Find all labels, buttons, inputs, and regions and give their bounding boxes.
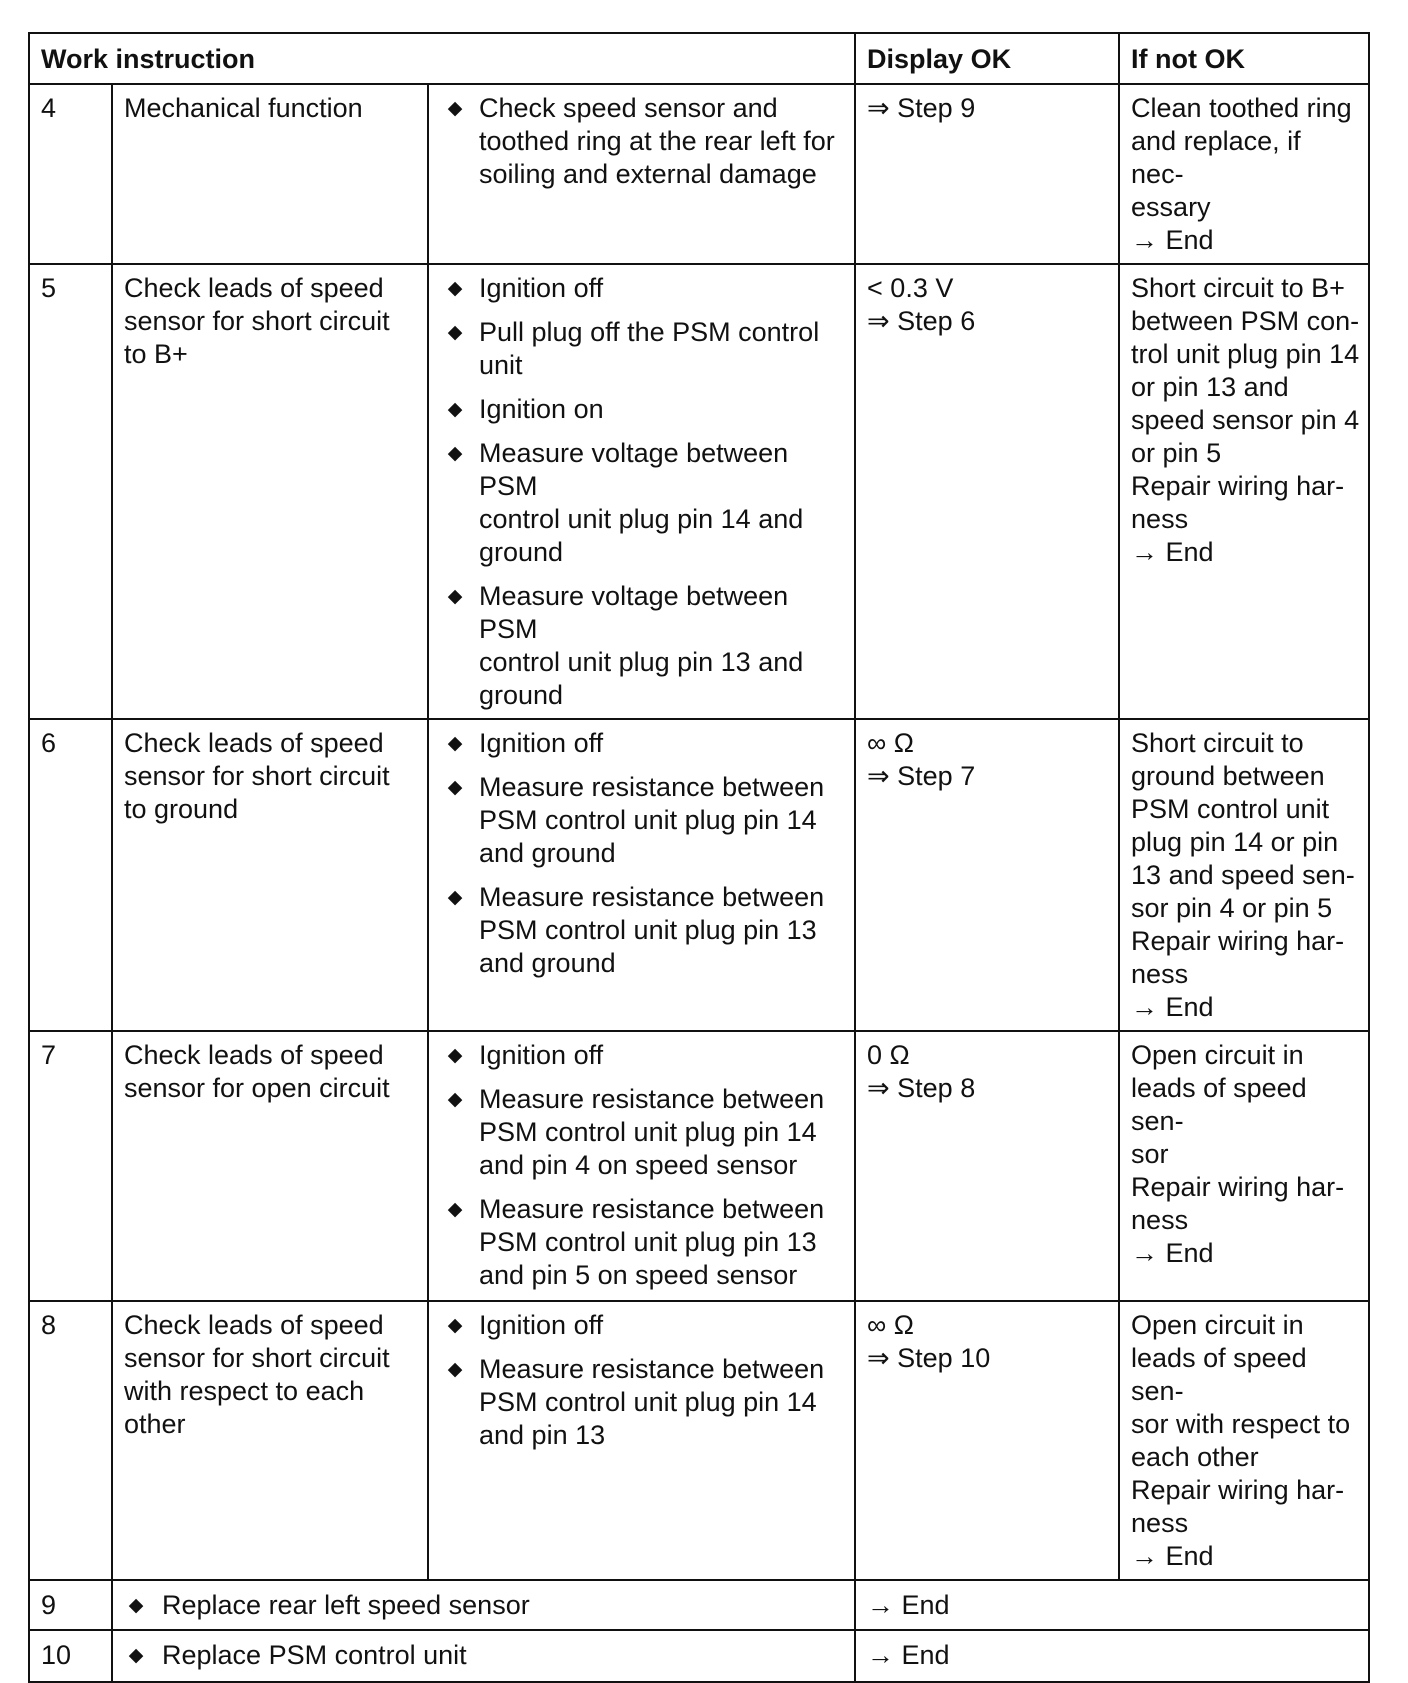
instruction-list-cell	[428, 1031, 855, 1301]
list-item: ◆ Ignition off	[440, 1309, 846, 1342]
list-item: ◆ Measure resistance between PSM control unit plug pin 14 and pin 13	[440, 1353, 846, 1452]
step-number: 4	[29, 84, 112, 264]
list-item: ◆ Ignition off	[440, 272, 846, 305]
list-item: ◆ Measure resistance between PSM control unit plug pin 14 and pin 4 on speed sensor	[440, 1083, 846, 1182]
instruction-list-cell	[428, 719, 855, 1031]
step-title: Check leads of speed sensor for short circuit with respect to each other	[112, 1301, 428, 1580]
display-ok-value: ∞ Ω ⇒ Step 7	[855, 719, 1119, 1031]
instruction-list-cell	[428, 1301, 855, 1580]
step-number: 10	[29, 1630, 112, 1682]
diamond-bullet-icon: ◆	[447, 322, 463, 343]
if-not-ok-value: Short circuit to ground between PSM control unit plug pin 14 or pin 13 and speed sen- sor pin 4 or pin 5 Repair wiring har- ness → End	[1119, 719, 1369, 1031]
final-instruction-cell	[112, 1630, 855, 1682]
instruction-list	[440, 272, 846, 712]
header-display-ok: Display OK	[855, 33, 1119, 84]
step-title: Check leads of speed sensor for short circuit to ground	[112, 719, 428, 1031]
diamond-bullet-icon: ◆	[447, 1089, 463, 1110]
display-ok-value: < 0.3 V ⇒ Step 6	[855, 264, 1119, 719]
table-header-row	[29, 33, 1369, 84]
list-item: ◆ Ignition off	[440, 727, 846, 760]
list-item: ◆ Ignition on	[440, 393, 846, 426]
diamond-bullet-icon: ◆	[447, 1315, 463, 1336]
diamond-bullet-icon: ◆	[447, 1359, 463, 1380]
final-instruction-text: Replace rear left speed sensor	[162, 1590, 530, 1620]
step-number: 5	[29, 264, 112, 719]
instruction-list	[440, 1039, 846, 1292]
diamond-bullet-icon: ◆	[447, 98, 463, 119]
table-row	[29, 264, 1369, 719]
if-not-ok-value: Open circuit in leads of speed sen- sor with respect to each other Repair wiring har- ness → End	[1119, 1301, 1369, 1580]
diamond-bullet-icon: ◆	[447, 733, 463, 754]
table-row	[29, 1580, 1369, 1630]
instruction-list	[440, 727, 846, 980]
final-instruction-text: Replace PSM control unit	[162, 1640, 467, 1670]
if-not-ok-value: Clean toothed ring and replace, if nec- essary → End	[1119, 84, 1369, 264]
step-number: 7	[29, 1031, 112, 1301]
diamond-bullet-icon: ◆	[128, 1645, 144, 1666]
header-if-not-ok: If not OK	[1119, 33, 1369, 84]
header-work-instruction: Work instruction	[29, 33, 855, 84]
step-title: Mechanical function	[112, 84, 428, 264]
diamond-bullet-icon: ◆	[447, 777, 463, 798]
display-ok-value: ⇒ Step 9	[855, 84, 1119, 264]
diamond-bullet-icon: ◆	[447, 1199, 463, 1220]
display-ok-value: ∞ Ω ⇒ Step 10	[855, 1301, 1119, 1580]
final-result: → End	[855, 1630, 1369, 1682]
instruction-list	[440, 1309, 846, 1452]
instruction-list-cell	[428, 264, 855, 719]
list-item: ◆ Pull plug off the PSM control unit	[440, 316, 846, 382]
list-item: ◆ Measure resistance between PSM control unit plug pin 14 and ground	[440, 771, 846, 870]
instruction-list	[440, 92, 846, 191]
list-item: ◆ Ignition off	[440, 1039, 846, 1072]
final-instruction-cell	[112, 1580, 855, 1630]
list-item: ◆ Check speed sensor and toothed ring at the rear left for soiling and external damage	[440, 92, 846, 191]
diamond-bullet-icon: ◆	[447, 278, 463, 299]
diamond-bullet-icon: ◆	[128, 1595, 144, 1616]
diamond-bullet-icon: ◆	[447, 887, 463, 908]
table-row	[29, 719, 1369, 1031]
step-number: 9	[29, 1580, 112, 1630]
list-item: ◆ Measure resistance between PSM control unit plug pin 13 and ground	[440, 881, 846, 980]
final-result: → End	[855, 1580, 1369, 1630]
display-ok-value: 0 Ω ⇒ Step 8	[855, 1031, 1119, 1301]
table-row	[29, 1301, 1369, 1580]
diamond-bullet-icon: ◆	[447, 586, 463, 607]
list-item: ◆ Measure voltage between PSM control unit plug pin 13 and ground	[440, 580, 846, 712]
diamond-bullet-icon: ◆	[447, 443, 463, 464]
table-row	[29, 1630, 1369, 1682]
if-not-ok-value: Short circuit to B+ between PSM con- trol unit plug pin 14 or pin 13 and speed sensor pin 4 or pin 5 Repair wiring har- ness → End	[1119, 264, 1369, 719]
list-item: ◆ Measure voltage between PSM control unit plug pin 14 and ground	[440, 437, 846, 569]
table-row	[29, 1031, 1369, 1301]
list-item: ◆ Measure resistance between PSM control unit plug pin 13 and pin 5 on speed sensor	[440, 1193, 846, 1292]
if-not-ok-value: Open circuit in leads of speed sen- sor Repair wiring har- ness → End	[1119, 1031, 1369, 1301]
work-instruction-table	[28, 32, 1370, 1683]
step-number: 8	[29, 1301, 112, 1580]
step-title: Check leads of speed sensor for short circuit to B+	[112, 264, 428, 719]
step-title: Check leads of speed sensor for open circuit	[112, 1031, 428, 1301]
diamond-bullet-icon: ◆	[447, 399, 463, 420]
diamond-bullet-icon: ◆	[447, 1045, 463, 1066]
instruction-list-cell	[428, 84, 855, 264]
step-number: 6	[29, 719, 112, 1031]
table-row	[29, 84, 1369, 264]
